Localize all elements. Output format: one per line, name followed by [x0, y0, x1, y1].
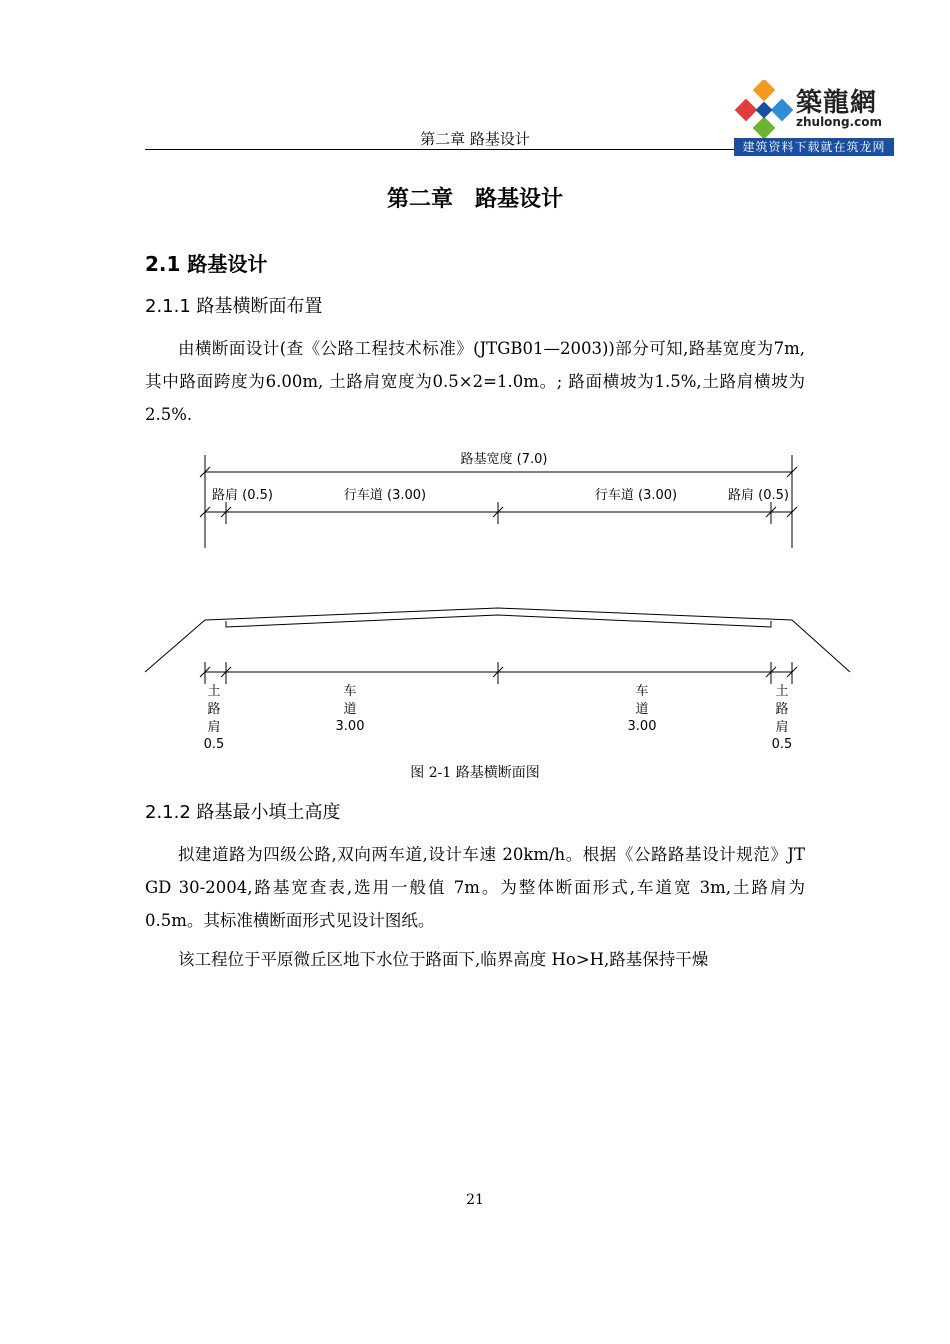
header-rule: [145, 149, 805, 150]
subsection-heading-2: 2.1.2 路基最小填土高度: [145, 802, 341, 823]
figure-caption: 图 2-1 路基横断面图: [410, 765, 540, 781]
bottom-right-shoulder-2: 路: [775, 702, 789, 717]
pinwheel-logo-icon: [734, 80, 794, 140]
pavement-layer: [226, 615, 771, 627]
section-heading: 2.1 路基设计: [145, 252, 268, 276]
logo-name-cn: 築龍網: [796, 88, 878, 118]
label-left-shoulder: 路肩 (0.5): [212, 488, 273, 503]
bottom-right-shoulder-4: 0.5: [771, 737, 793, 752]
chapter-title: 第二章 路基设计: [386, 187, 563, 212]
logo-name-en: zhulong.com: [796, 115, 882, 129]
bottom-left-shoulder-3: 肩: [207, 720, 221, 735]
subsection2-paragraph-1: 拟建道路为四级公路,双向两车道,设计车速 20km/h。根据《公路路基设计规范》JT GD 30-2004,路基宽查表,选用一般值 7m。为整体断面形式,车道宽 3m,土路肩为 0.5m。其标准横断面形式见设计图纸。: [145, 845, 805, 930]
label-right-lane: 行车道 (3.00): [594, 488, 678, 503]
bottom-right-lane-3: 3.00: [627, 719, 657, 734]
bottom-left-shoulder-1: 土: [207, 684, 221, 699]
subsection-heading-1: 2.1.1 路基横断面布置: [145, 296, 323, 317]
logo-slogan: 建筑资料下载就在筑龙网: [734, 138, 894, 156]
bottom-right-shoulder-3: 肩: [775, 720, 789, 735]
zhulong-logo: [734, 78, 894, 158]
subsection1-paragraph: 由横断面设计(查《公路工程技术标准》(JTGB01—2003))部分可知,路基宽度为7m, 其中路面跨度为6.00m, 土路肩宽度为0.5×2=1.0m。; 路面横坡为1.5%,土路肩横坡为2.5%.: [145, 339, 805, 424]
bottom-right-shoulder-1: 土: [775, 684, 789, 699]
label-total-width: 路基宽度 (7.0): [460, 452, 548, 467]
label-right-shoulder: 路肩 (0.5): [728, 488, 789, 503]
bottom-left-lane-2: 道: [343, 702, 357, 717]
bottom-left-lane-1: 车: [343, 684, 357, 699]
cross-section-diagram: [140, 440, 855, 760]
bottom-left-lane-3: 3.00: [335, 719, 365, 734]
subsection1-body: [145, 332, 805, 431]
subsection2-body: [145, 838, 805, 976]
bottom-right-lane-1: 车: [635, 684, 649, 699]
bottom-right-lane-2: 道: [635, 702, 649, 717]
running-header: 第二章 路基设计: [420, 130, 530, 148]
label-left-lane: 行车道 (3.00): [343, 488, 427, 503]
bottom-left-shoulder-4: 0.5: [203, 737, 225, 752]
bottom-left-shoulder-2: 路: [207, 702, 221, 717]
page-number: 21: [466, 1192, 484, 1208]
subsection2-paragraph-2: 该工程位于平原微丘区地下水位于路面下,临界高度 Ho>H,路基保持干燥: [178, 950, 709, 969]
